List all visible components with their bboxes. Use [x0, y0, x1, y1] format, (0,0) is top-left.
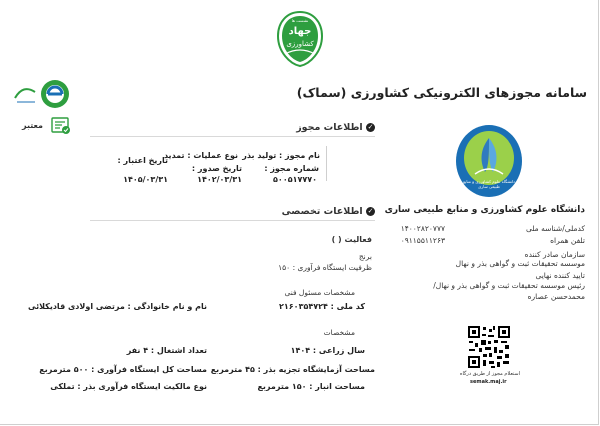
holder-phone-value: ۰۹۱۱۵۵۱۱۲۶۳ [400, 236, 445, 245]
license-info-divider [90, 136, 375, 137]
license-info-title: اطلاعات مجوز [296, 122, 363, 133]
university-logo-text: دانشگاه علوم کشاورزی و منابع طبیعی ساری [463, 179, 515, 189]
capacity-label: ظرفیت ایستگاه فرآوری : ۱۵۰ [278, 263, 372, 272]
jahad-logo [275, 10, 325, 68]
holder-id-value: ۱۴۰۰۲۸۲۰۷۷۷ [400, 224, 445, 233]
issuer-label: سازمان صادر کننده [524, 250, 585, 259]
check-circle-icon: ✓ [367, 207, 374, 215]
page-title: سامانه مجوزهای الکترونیکی کشاورزی (سماک) [296, 85, 587, 100]
certificate-icon [51, 117, 71, 135]
ownership-type: نوع مالکیت ایستگاه فرآوری بذر : تملکی [50, 382, 207, 391]
expiry-date-value: ۱۴۰۵/۰۳/۳۱ [123, 175, 168, 184]
holder-id-label: کدملی/شناسه ملی [525, 224, 585, 233]
license-vertical-divider [326, 146, 327, 181]
tech-manager-code: کد ملی : ۲۱۶۰۳۵۴۷۲۴ [279, 302, 365, 311]
jahad-logo-top: جهاد [288, 26, 312, 37]
qr-caption: استعلام مجوز از طریق درگاه [459, 371, 520, 377]
tech-manager-name: نام و نام خانوادگی : مرتضی اولادی قادیکلائی [28, 302, 207, 311]
egov-logo-icon [13, 76, 73, 112]
holder-name: دانشگاه علوم کشاورزی و منابع طبیعی ساری [384, 205, 585, 215]
university-logo [455, 124, 523, 198]
qr-code-icon [467, 325, 511, 369]
specialized-title: اطلاعات تخصصی [281, 206, 363, 217]
license-name: نام مجوز : تولید بذر [242, 151, 320, 160]
specs-title: مشخصات [323, 328, 355, 337]
total-area: مساحت کل ایستگاه فرآوری : ۵۰۰ مترمربع [39, 365, 207, 374]
approver-name: محمدحسن عصاره [527, 292, 585, 301]
issuer-value: موسسه تحقیقات ثبت و گواهی بذر و نهال [455, 259, 585, 268]
qr-url[interactable]: semak.maj.ir [470, 379, 507, 385]
approver-label: تایید کننده نهایی [535, 271, 585, 280]
license-operation: نوع عملیات : تمدید [163, 151, 238, 160]
approver-value: رئیس موسسه تحقیقات ثبت و گواهی بذر و نهال/ [433, 281, 585, 290]
qr-code[interactable] [467, 325, 511, 369]
license-info-heading [296, 122, 375, 133]
expiry-date-label: تاریخ اعتبار : [117, 156, 168, 165]
check-circle-icon: ✓ [367, 123, 374, 131]
rice-label: برنج [358, 252, 372, 261]
specialized-divider [90, 220, 375, 221]
crop-year: سال زراعی : ۱۴۰۴ [290, 346, 365, 355]
license-number-value: ۵۰۰۵۱۷۷۷۰ [273, 175, 317, 184]
license-number-label: شماره مجوز : [264, 164, 319, 173]
issue-date-value: ۱۴۰۲/۰۳/۳۱ [197, 175, 242, 184]
jahad-logo-bottom: کشاورزی [286, 40, 314, 48]
specialized-heading [282, 206, 375, 217]
warehouse-area: مساحت انبار : ۱۵۰ مترمربع [257, 382, 365, 391]
jahad-logo-small: نشست ها [291, 18, 309, 23]
lab-area: مساحت آزمایشگاه تجزیه بذر : ۴۵ مترمربع [210, 365, 375, 374]
status-label: معتبر [22, 121, 43, 130]
staff-count: تعداد اشتغال : ۴ نفر [126, 346, 207, 355]
issue-date-label: تاریخ صدور : [191, 164, 242, 173]
holder-phone-label: تلفن همراه [550, 236, 585, 245]
tech-manager-title: مشخصات مسئول فنی [284, 288, 355, 297]
egov-logo [13, 76, 73, 112]
activity-label: فعالیت ( ) [331, 235, 372, 244]
